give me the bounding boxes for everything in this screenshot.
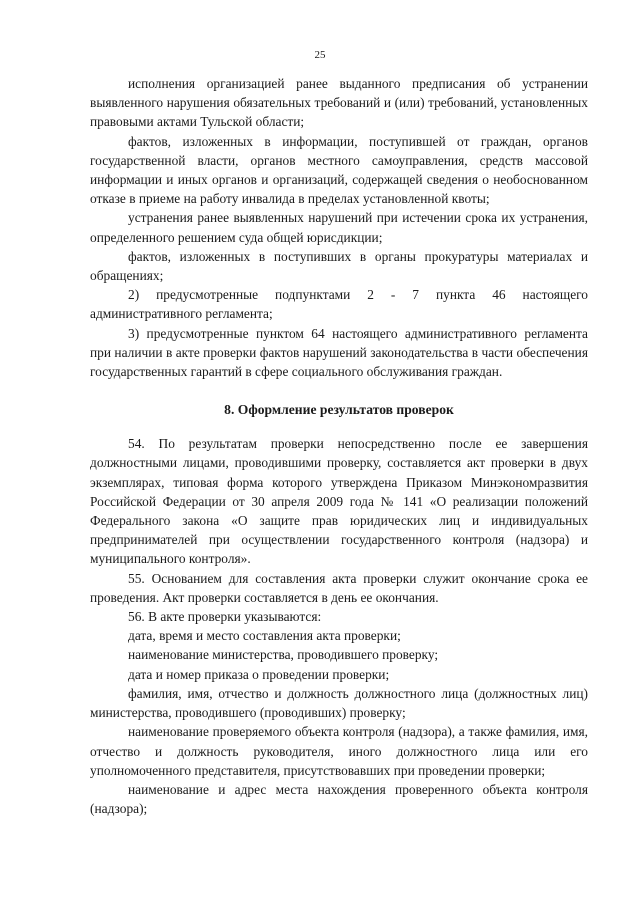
paragraph: 3) предусмотренные пунктом 64 настоящего административного регламента при наличии в акте проверки фактов нарушений законодательства в части обеспечения государственных гарантий в сфере социального обслуживания граждан. xyxy=(90,325,588,380)
paragraph: исполнения организацией ранее выданного предписания об устранении выявленного нарушения обязательных требований и (или) требований, установленных правовыми актами Тульской области; xyxy=(90,76,588,130)
document-body xyxy=(90,74,588,818)
paragraph: 54. По результатам проверки непосредственно после ее завершения должностными лицами, проводившими проверку, составляется акт проверки в двух экземплярах, типовая форма которого утверждена Приказом Минэкономразвития Российской Федерации от 30 апреля 2009 года № 141 «О реализации положений Федерального закона «О защите прав юридических лиц и индивидуальных предпринимателей при осуществлении государственного контроля (надзора) и муниципального контроля». xyxy=(90,436,588,567)
paragraph: 56. В акте проверки указываются: xyxy=(128,609,322,625)
paragraph: 55. Основанием для составления акта проверки служит окончание срока ее проведения. Акт проверки составляется в день ее окончания. xyxy=(90,570,588,605)
section-heading: 8. Оформление результатов проверок xyxy=(224,402,454,418)
paragraph: устранения ранее выявленных нарушений при истечении срока их устранения, определенного решением суда общей юрисдикции; xyxy=(90,210,588,245)
paragraph: фамилия, имя, отчество и должность должностного лица (должностных лиц) министерства, проводившего (проводивших) проверку; xyxy=(90,685,588,721)
paragraph: дата, время и место составления акта проверки; xyxy=(128,628,401,644)
paragraph: наименование министерства, проводившего проверку; xyxy=(128,647,439,663)
paragraph: 2) предусмотренные подпунктами 2 - 7 пункта 46 настоящего административного регламента; xyxy=(90,287,588,322)
paragraph: фактов, изложенных в информации, поступившей от граждан, органов государственной власти, органов местного самоуправления, средств массовой информации и иных органов и организаций, содержащей сведения о необоснованном отказе в приеме на работу инвалида в пределах установленной квоты; xyxy=(90,133,588,207)
page-number: 25 xyxy=(314,49,326,61)
paragraph: наименование и адрес места нахождения проверенного объекта контроля (надзора); xyxy=(90,781,588,817)
paragraph: дата и номер приказа о проведении проверки; xyxy=(128,666,390,682)
paragraph: фактов, изложенных в поступивших в органы прокуратуры материалах и обращениях; xyxy=(90,248,588,284)
paragraph: наименование проверяемого объекта контроля (надзора), а также фамилия, имя, отчество и должность руководителя, иного должностного лица или его уполномоченного представителя, присутствовавших при проведении проверки; xyxy=(90,724,588,778)
